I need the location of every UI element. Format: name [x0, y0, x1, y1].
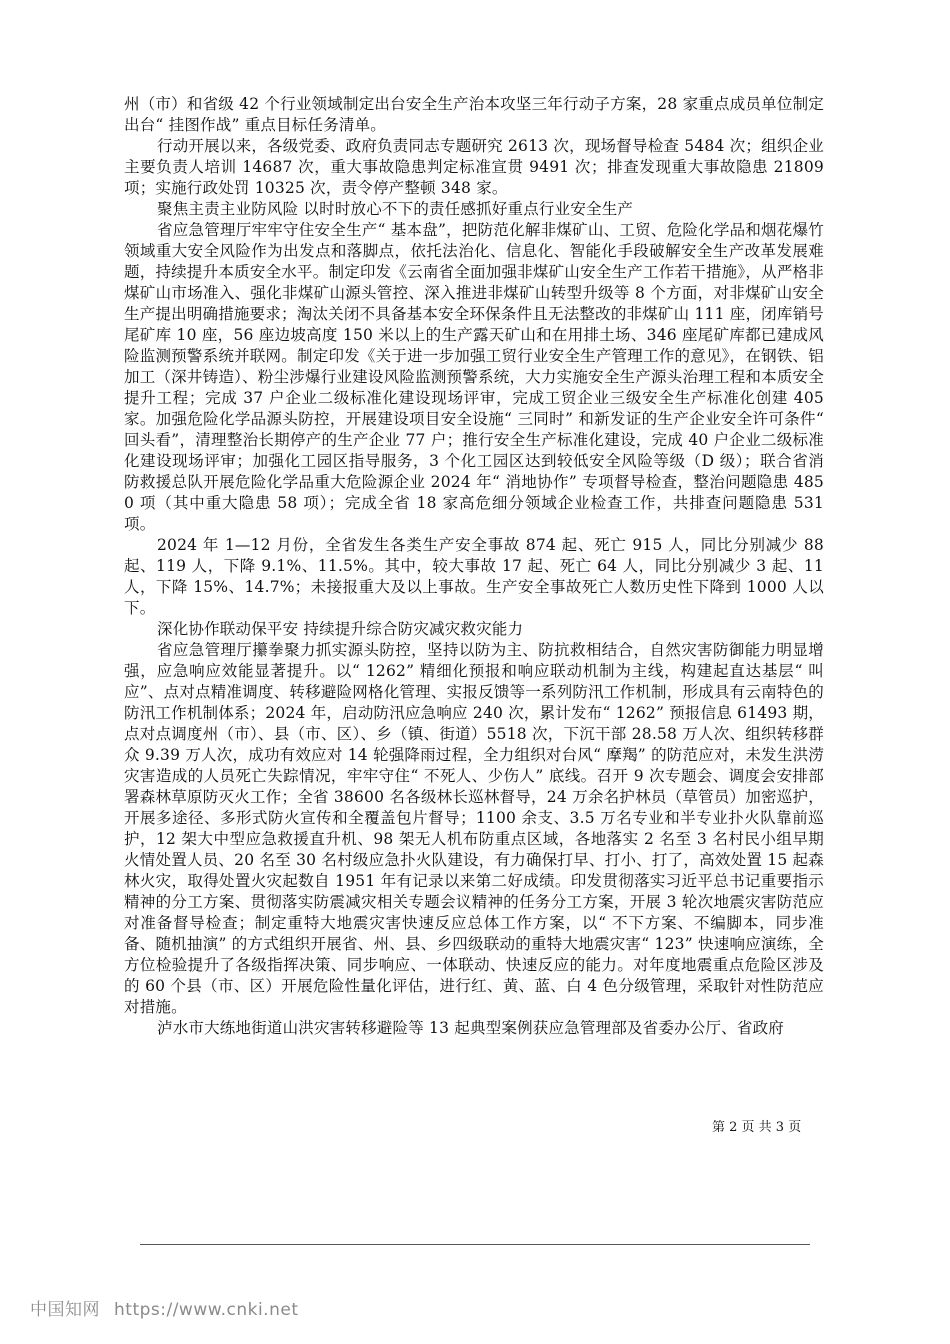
footer-divider: [140, 1244, 810, 1245]
watermark: [30, 1295, 298, 1320]
section-heading-2: 深化协作联动保平安 持续提升综合防灾减灾救灾能力: [157, 620, 524, 638]
section-heading-1: 聚焦主责主业防风险 以时时放心不下的责任感抓好重点行业安全生产: [157, 200, 634, 218]
paragraph-3: 省应急管理厅牢牢守住安全生产“ 基本盘”，把防范化解非煤矿山、工贸、危险化学品和烟花爆竹领域重大安全风险作为出发点和落脚点，依托法治化、信息化、智能化手段破解安全生产改革发展难题，持续提升本质安全水平。制定印发《云南省全面加强非煤矿山安全生产工作若干措施》，从严格非煤矿山市场准入、强化非煤矿山源头管控、深入推进非煤矿山转型升级等 8 个方面，对非煤矿山安全生产提出明确措施要求；淘汰关闭不具备基本安全环保条件且无法整改的非煤矿山 111 座，闭库销号尾矿库 10 座，56 座边坡高度 150 米以上的生产露天矿山和在用排土场、346 座尾矿库都已建成风险监测预警系统并联网。制定印发《关于进一步加强工贸行业安全生产管理工作的意见》，在钢铁、铝加工（深井铸造）、粉尘涉爆行业建设风险监测预警系统，大力实施安全生产源头治理工程和本质安全提升工程；完成 37 户企业二级标准化建设现场评审，完成工贸企业三级安全生产标准化创建 405 家。加强危险化学品源头防控，开展建设项目安全设施“ 三同时” 和新发证的生产企业安全许可条件“ 回头看”，清理整治长期停产的生产企业 77 户；推行安全生产标准化建设，完成 40 户企业二级标准化建设现场评审；加强化工园区指导服务，3 个化工园区达到较低安全风险等级（D 级）；联合省消防救援总队开展危险化学品重大危险源企业 2024 年“ 消地协作” 专项督导检查，整治问题隐患 4850 项（其中重大隐患 58 项）；完成全省 18 家高危细分领域企业检查工作，共排查问题隐患 531 项。: [124, 221, 824, 533]
paragraph-6: 泸水市大练地街道山洪灾害转移避险等 13 起典型案例获应急管理部及省委办公厅、省政府: [157, 1019, 784, 1037]
watermark-url[interactable]: https://www.cnki.net: [114, 1300, 299, 1320]
paragraph-2: 行动开展以来，各级党委、政府负责同志专题研究 2613 次，现场督导检查 5484 次；组织企业主要负责人培训 14687 次，重大事故隐患判定标准宣贯 9491 次；排查发现重大事故隐患 21809 项；实施行政处罚 10325 次，责令停产整顿 348 家。: [124, 137, 824, 197]
watermark-brand: 中国知网: [30, 1300, 100, 1320]
paragraph-4: 2024 年 1—12 月份，全省发生各类生产安全事故 874 起、死亡 915 人，同比分别减少 88 起、119 人，下降 9.1%、11.5%。其中，较大事故 17 起、死亡 64 人，同比分别减少 3 起、11 人，下降 15%、14.7%；未接报重大及以上事故。生产安全事故死亡人数历史性下降到 1000 人以下。: [124, 536, 824, 617]
document-body: [124, 94, 824, 1039]
paragraph-1: 州（市）和省级 42 个行业领域制定出台安全生产治本攻坚三年行动子方案，28 家重点成员单位制定出台“ 挂图作战” 重点目标任务清单。: [124, 95, 824, 134]
page-number: 第 2 页 共 3 页: [712, 1120, 802, 1135]
paragraph-5: 省应急管理厅攥拳聚力抓实源头防控，坚持以防为主、防抗救相结合，自然灾害防御能力明显增强，应急响应效能显著提升。以“ 1262” 精细化预报和响应联动机制为主线，构建起直达基层“ 叫应”、点对点精准调度、转移避险网格化管理、实报反馈等一系列防汛工作机制，形成具有云南特色的防汛工作机制体系；2024 年，启动防汛应急响应 240 次，累计发布“ 1262” 预报信息 61493 期，点对点调度州（市）、县（市、区）、乡（镇、街道）5518 次，下沉干部 28.58 万人次、组织转移群众 9.39 万人次，成功有效应对 14 轮强降雨过程，全力组织对台风“ 摩羯” 的防范应对，未发生洪涝灾害造成的人员死亡失踪情况，牢牢守住“ 不死人、少伤人” 底线。召开 9 次专题会、调度会安排部署森林草原防灭火工作；全省 38600 名各级林长巡林督导，24 万余名护林员（草管员）加密巡护，开展多途径、多形式防火宣传和全覆盖包片督导；1100 余支、3.5 万名专业和半专业扑火队靠前巡护，12 架大中型应急救援直升机、98 架无人机布防重点区域，各地落实 2 名至 3 名村民小组早期火情处置人员、20 名至 30 名村级应急扑火队建设，有力确保打早、打小、打了，高效处置 15 起森林火灾，取得处置火灾起数自 1951 年有记录以来第二好成绩。印发贯彻落实习近平总书记重要指示精神的分工方案、贯彻落实防震减灾相关专题会议精神的任务分工方案，开展 3 轮次地震灾害防范应对准备督导检查；制定重特大地震灾害快速反应总体工作方案，以“ 不下方案、不编脚本，同步准备、随机抽演” 的方式组织开展省、州、县、乡四级联动的重特大地震灾害“ 123” 快速响应演练，全方位检验提升了各级指挥决策、同步响应、一体联动、快速反应的能力。对年度地震重点危险区涉及的 60 个县（市、区）开展危险性量化评估，进行红、黄、蓝、白 4 色分级管理，采取针对性防范应对措施。: [124, 641, 824, 1016]
